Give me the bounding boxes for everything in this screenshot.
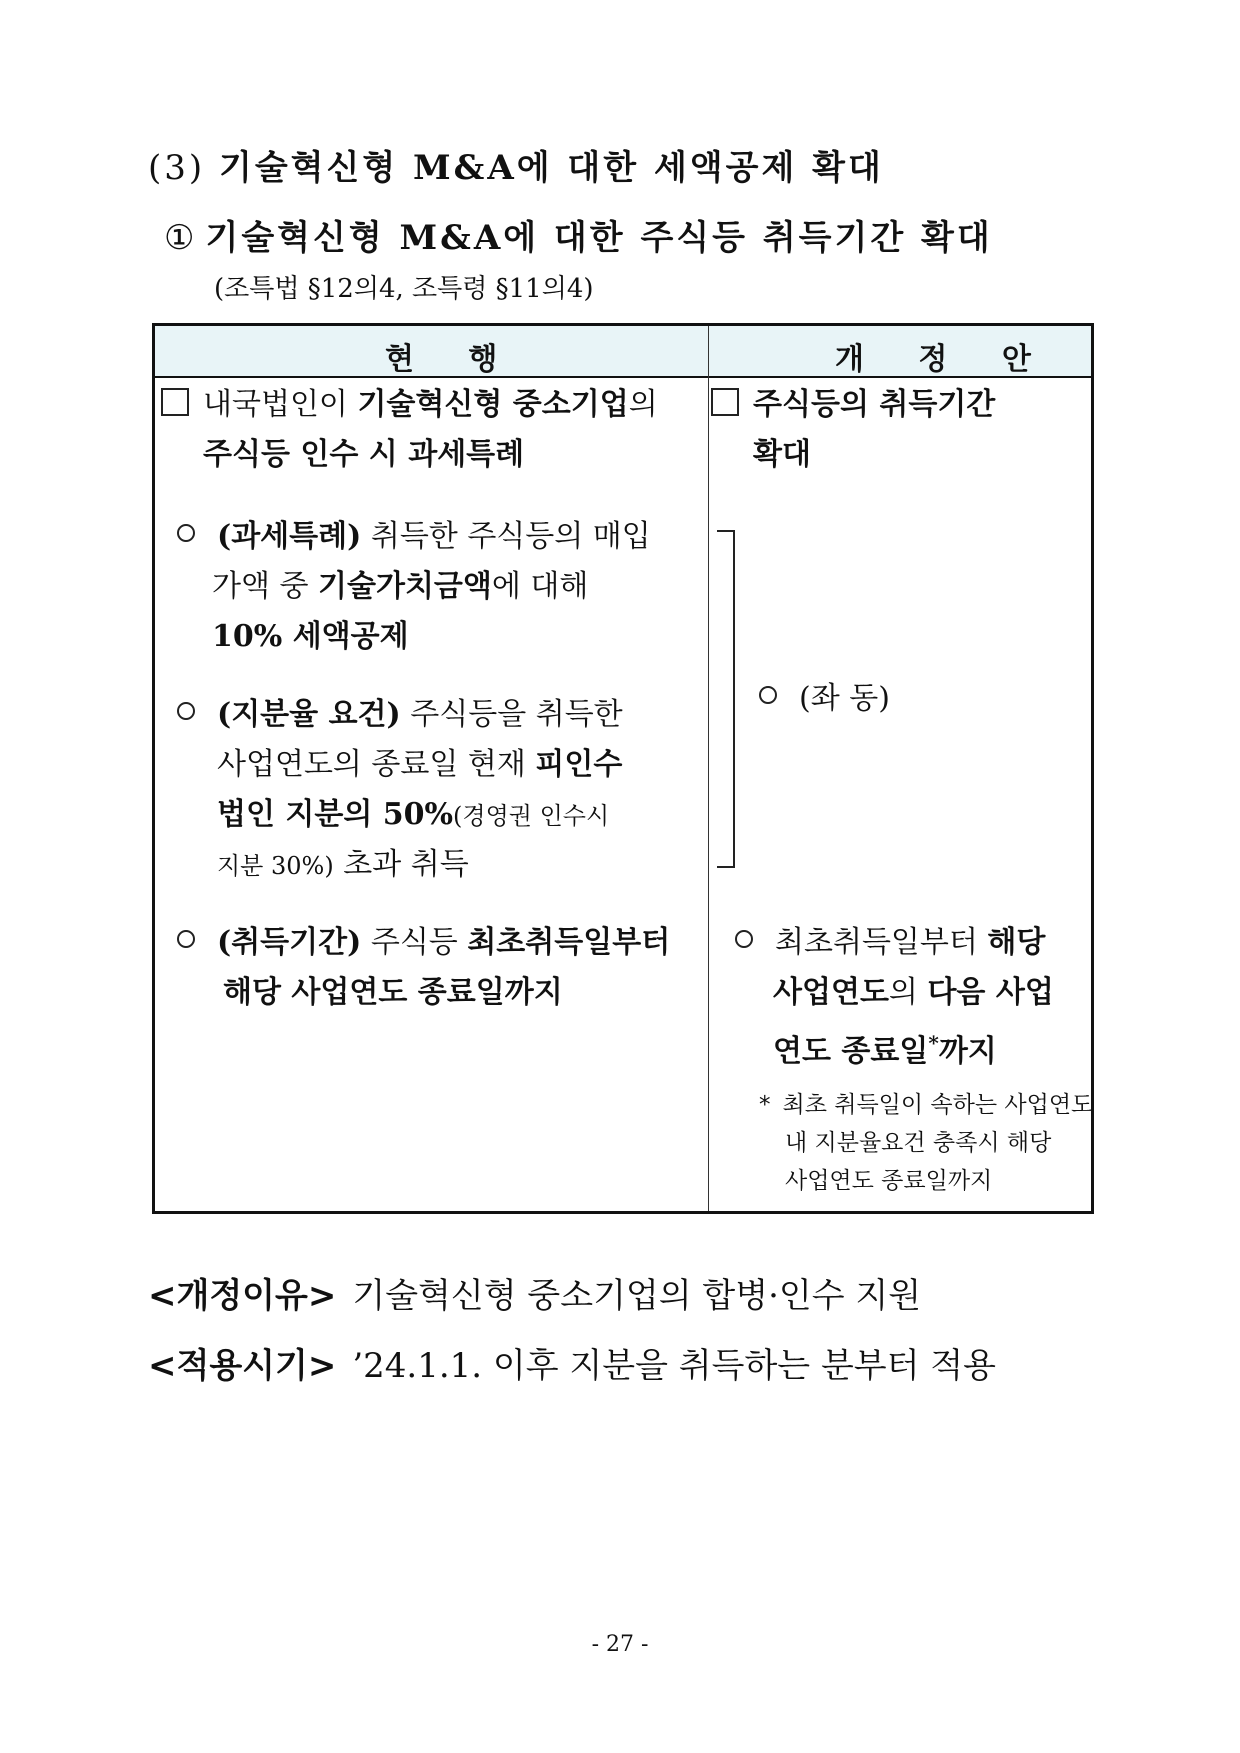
right-item-extended-line3: 연도 종료일*까지 bbox=[773, 1031, 997, 1069]
left-box-item-line2: 주식등 인수 시 과세특례 bbox=[203, 437, 525, 472]
effective-date-label: <적용시기> bbox=[148, 1346, 337, 1386]
right-footnote: * 최초 취득일이 속하는 사업연도 bbox=[759, 1092, 1094, 1118]
right-footnote-line3: 사업연도 종료일까지 bbox=[785, 1168, 993, 1194]
column-divider bbox=[708, 326, 709, 1211]
header-proposed: 개 정 안 bbox=[835, 342, 1053, 377]
subsection-marker: ① bbox=[164, 218, 198, 258]
right-footnote-line2: 내 지분율요건 충족시 해당 bbox=[785, 1130, 1052, 1156]
right-box-item-line2: 확대 bbox=[753, 437, 811, 472]
bullet-circle-icon bbox=[759, 686, 777, 704]
bullet-circle-icon bbox=[177, 702, 195, 720]
section-heading bbox=[148, 140, 884, 189]
checkbox-square-icon bbox=[161, 388, 189, 416]
section-title: 기술혁신형 M&A에 대한 세액공제 확대 bbox=[218, 148, 884, 188]
left-box-item: 내국법인이 기술혁신형 중소기업의 bbox=[161, 380, 658, 430]
left-item-acquisition-period: (취득기간) 주식등 최초취득일부터 bbox=[177, 918, 670, 968]
right-item-extended-period: 최초취득일부터 해당 bbox=[735, 918, 1045, 968]
left-item-taxation: (과세특례) 취득한 주식등의 매입 bbox=[177, 512, 651, 562]
bullet-circle-icon bbox=[177, 524, 195, 542]
revision-reason-text: 기술혁신형 중소기업의 합병·인수 지원 bbox=[352, 1276, 922, 1316]
comparison-table bbox=[152, 323, 1094, 1214]
effective-date-text: ’24.1.1. 이후 지분을 취득하는 분부터 적용 bbox=[352, 1346, 996, 1386]
bracket-divider bbox=[717, 530, 735, 868]
subsection-title: 기술혁신형 M&A에 대한 주식등 취득기간 확대 bbox=[205, 218, 993, 258]
effective-date bbox=[148, 1338, 996, 1387]
left-item-share-requirement: (지분율 요건) 주식등을 취득한 bbox=[177, 690, 623, 740]
left-item-acquisition-line2: 해당 사업연도 종료일까지 bbox=[223, 975, 563, 1010]
right-item-extended-line2: 사업연도의 다음 사업 bbox=[773, 975, 1054, 1010]
subsection-heading bbox=[164, 210, 993, 259]
checkbox-square-icon bbox=[711, 388, 739, 416]
left-item-share-line3: 법인 지분의 50%(경영권 인수시 bbox=[217, 797, 610, 832]
right-box-item: 주식등의 취득기간 bbox=[711, 380, 995, 430]
header-current: 현 행 bbox=[385, 342, 520, 377]
left-item-share-line2: 사업연도의 종료일 현재 피인수 bbox=[217, 747, 623, 782]
page-number: - 27 - bbox=[591, 1632, 649, 1657]
table-header bbox=[155, 326, 1091, 378]
section-number: (3) bbox=[148, 148, 206, 188]
law-reference: (조특법 §12의4, 조특령 §11의4) bbox=[214, 274, 594, 304]
left-item-taxation-line2: 가액 중 기술가치금액에 대해 bbox=[212, 569, 589, 604]
bullet-circle-icon bbox=[735, 930, 753, 948]
revision-reason-label: <개정이유> bbox=[148, 1276, 337, 1316]
left-item-taxation-line3: 10% 세액공제 bbox=[212, 619, 409, 654]
bullet-circle-icon bbox=[177, 930, 195, 948]
left-item-share-line4: 지분 30%) 초과 취득 bbox=[217, 847, 469, 882]
revision-reason bbox=[148, 1268, 921, 1317]
right-item-same: (좌 동) bbox=[759, 674, 890, 724]
